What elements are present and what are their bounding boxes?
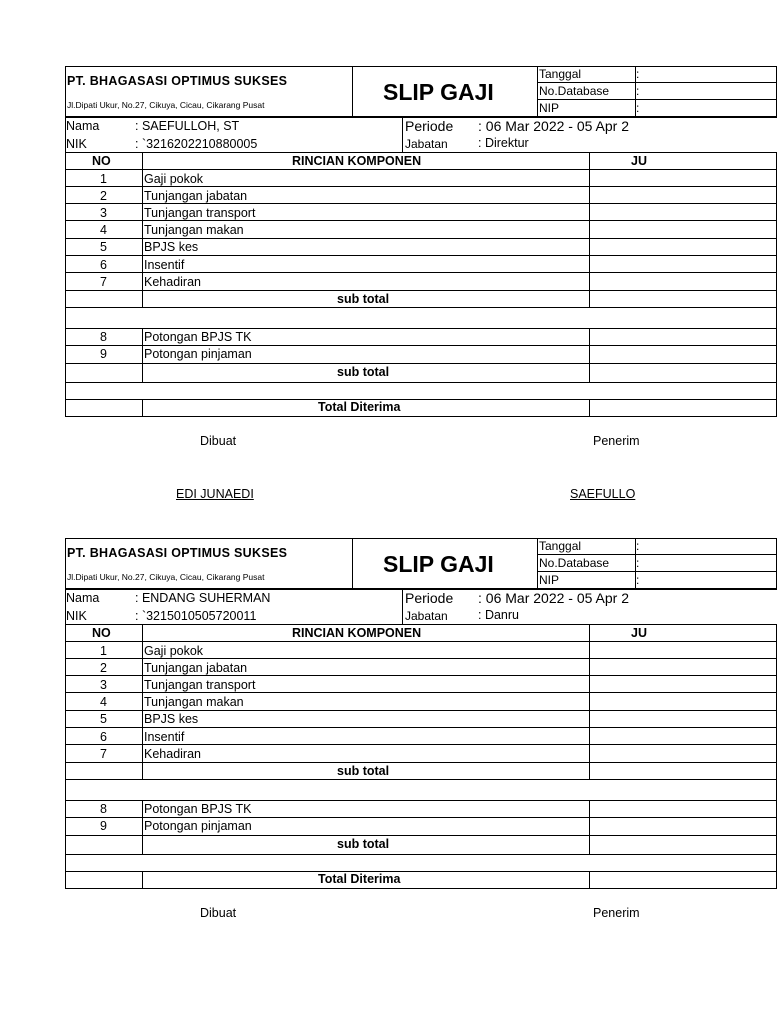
row-label: BPJS kes	[144, 240, 199, 254]
penerima-label: Penerim	[593, 906, 640, 920]
meta-sep-tanggal: :	[636, 67, 640, 81]
slip-title: SLIP GAJI	[383, 79, 494, 105]
row-label: Kehadiran	[144, 747, 201, 761]
meta-label-nip: NIP	[539, 573, 560, 587]
nama-label: Nama	[66, 119, 100, 133]
salary-slip	[65, 66, 768, 526]
row-no: 2	[100, 189, 107, 203]
row-no: 1	[100, 172, 107, 186]
meta-sep-database: :	[636, 84, 640, 98]
row-label: Insentif	[144, 258, 185, 272]
meta-label-tanggal: Tanggal	[539, 539, 582, 553]
row-label: Gaji pokok	[144, 172, 204, 186]
total-diterima-label: Total Diterima	[318, 400, 401, 414]
row-no: 1	[100, 644, 107, 658]
subtotal-income-label: sub total	[337, 764, 390, 778]
meta-sep-nip: :	[636, 573, 640, 587]
company-name: PT. BHAGASASI OPTIMUS SUKSES	[67, 74, 288, 88]
col-header-jumlah: JU	[631, 626, 647, 640]
row-label: Potongan pinjaman	[144, 819, 252, 833]
row-label: Gaji pokok	[144, 644, 204, 658]
row-no: 9	[100, 347, 107, 361]
nama-value: : ENDANG SUHERMAN	[135, 591, 271, 605]
penerima-label: Penerim	[593, 434, 640, 448]
company-name: PT. BHAGASASI OPTIMUS SUKSES	[67, 546, 288, 560]
nik-label: NIK	[66, 137, 87, 151]
col-header-rincian: RINCIAN KOMPONEN	[292, 626, 422, 640]
nik-value: : `3215010505720011	[135, 609, 257, 623]
nik-value: : `3216202210880005	[135, 137, 258, 151]
nama-label: Nama	[66, 591, 100, 605]
dibuat-name: EDI JUNAEDI	[176, 487, 254, 501]
subtotal-deduction-label: sub total	[337, 365, 390, 379]
row-label: Tunjangan transport	[144, 678, 256, 692]
penerima-name: SAEFULLO	[570, 487, 636, 501]
row-no: 7	[100, 747, 107, 761]
meta-label-database: No.Database	[539, 84, 610, 98]
salary-slip	[65, 538, 768, 998]
row-label: Tunjangan transport	[144, 206, 256, 220]
meta-sep-tanggal: :	[636, 539, 640, 553]
subtotal-deduction-label: sub total	[337, 837, 390, 851]
nama-value: : SAEFULLOH, ST	[135, 119, 240, 133]
row-no: 4	[100, 223, 107, 237]
row-no: 8	[100, 802, 107, 816]
row-label: Potongan BPJS TK	[144, 330, 252, 344]
row-label: Tunjangan makan	[144, 695, 244, 709]
jabatan-value: : Danru	[478, 608, 519, 622]
row-label: Kehadiran	[144, 275, 201, 289]
subtotal-income-label: sub total	[337, 292, 390, 306]
meta-sep-database: :	[636, 556, 640, 570]
company-address: Jl.Dipati Ukur, No.27, Cikuya, Cicau, Cikarang Pusat	[67, 572, 265, 582]
row-no: 5	[100, 712, 107, 726]
row-no: 6	[100, 258, 107, 272]
row-label: Insentif	[144, 730, 185, 744]
periode-value: : 06 Mar 2022 - 05 Apr 2	[478, 590, 629, 606]
periode-label: Periode	[405, 118, 454, 134]
slip-title: SLIP GAJI	[383, 551, 494, 577]
row-label: Tunjangan jabatan	[144, 661, 248, 675]
col-header-rincian: RINCIAN KOMPONEN	[292, 154, 422, 168]
col-header-no: NO	[92, 154, 111, 168]
periode-value: : 06 Mar 2022 - 05 Apr 2	[478, 118, 629, 134]
total-diterima-label: Total Diterima	[318, 872, 401, 886]
row-no: 3	[100, 678, 107, 692]
row-no: 6	[100, 730, 107, 744]
row-label: Tunjangan jabatan	[144, 189, 248, 203]
row-no: 3	[100, 206, 107, 220]
col-header-no: NO	[92, 626, 111, 640]
meta-label-database: No.Database	[539, 556, 610, 570]
row-no: 5	[100, 240, 107, 254]
company-address: Jl.Dipati Ukur, No.27, Cikuya, Cicau, Cikarang Pusat	[67, 100, 265, 110]
row-no: 9	[100, 819, 107, 833]
row-no: 2	[100, 661, 107, 675]
meta-label-tanggal: Tanggal	[539, 67, 582, 81]
row-label: Tunjangan makan	[144, 223, 244, 237]
dibuat-label: Dibuat	[200, 434, 237, 448]
jabatan-label: Jabatan	[405, 137, 448, 151]
nik-label: NIK	[66, 609, 87, 623]
row-label: BPJS kes	[144, 712, 199, 726]
meta-label-nip: NIP	[539, 101, 560, 115]
row-label: Potongan BPJS TK	[144, 802, 252, 816]
row-no: 7	[100, 275, 107, 289]
row-no: 8	[100, 330, 107, 344]
periode-label: Periode	[405, 590, 454, 606]
jabatan-label: Jabatan	[405, 609, 448, 623]
row-label: Potongan pinjaman	[144, 347, 252, 361]
row-no: 4	[100, 695, 107, 709]
col-header-jumlah: JU	[631, 154, 647, 168]
dibuat-label: Dibuat	[200, 906, 237, 920]
jabatan-value: : Direktur	[478, 136, 529, 150]
meta-sep-nip: :	[636, 101, 640, 115]
